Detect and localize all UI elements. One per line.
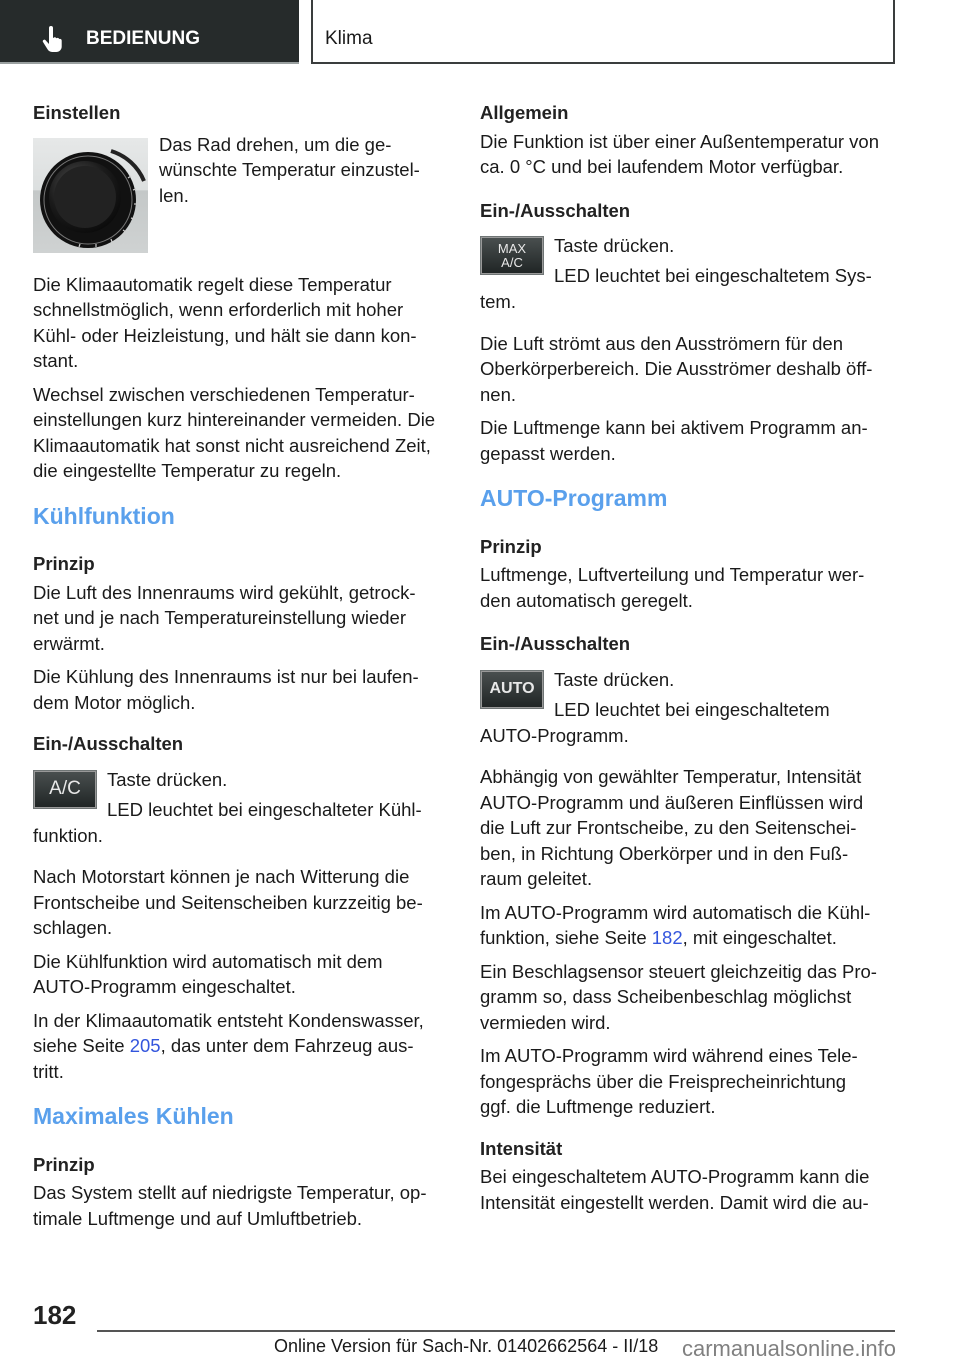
paragraph: In der Klimaautomatik entsteht Kondenswasser, siehe Seite 205, das unter dem Fahrzeug aus- tritt. <box>33 1009 424 1082</box>
chapter-header <box>311 0 895 64</box>
led-text-continued: funktion. <box>33 824 103 846</box>
heading-allgemein: Allgemein <box>480 102 569 123</box>
heading-prinzip: Prinzip <box>33 1153 95 1175</box>
heading-intensitaet: Intensität <box>480 1137 563 1159</box>
paragraph: Im AUTO-Programm wird automatisch die Kühl- funktion, siehe Seite 182, mit eingeschaltet. <box>480 901 871 948</box>
einstellen-line-2: wünschte Temperatur einzustel- <box>159 159 420 180</box>
heading-prinzip: Prinzip <box>33 553 95 574</box>
hand-pointer-icon <box>40 26 64 54</box>
press-text: Taste drücken. <box>554 668 675 690</box>
footer-divider <box>97 1330 895 1332</box>
paragraph: Die Klimaautomatik regelt diese Temperatur schnellstmöglich, wenn erforderlich mit hoher Kühl- oder Heizleistung, und hält sie dann kon- stant. <box>33 273 417 371</box>
led-text: LED leuchtet bei eingeschaltetem <box>554 698 830 720</box>
section-title-auto-programm: AUTO-Programm <box>480 485 668 511</box>
led-text: LED leuchtet bei eingeschaltetem Sys- <box>554 265 872 286</box>
einstellen-line-1: Das Rad drehen, um die ge- <box>159 133 392 155</box>
heading-ein-ausschalten: Ein-/Ausschalten <box>33 733 184 754</box>
einstellen-line-3: len. <box>159 184 189 206</box>
auto-button-image: AUTO <box>480 670 544 709</box>
paragraph: Die Luft strömt aus den Ausströmern für den Oberkörperbereich. Die Ausströmer deshalb öff- nen. <box>480 332 873 405</box>
paragraph: Abhängig von gewählter Temperatur, Intensität AUTO-Programm und äußeren Einflüssen wird die Luft zur Frontscheibe, zu den Seitenschei- ben, in Richtung Oberkörper und in den Fuß- raum geleitet. <box>480 766 864 889</box>
page-link-182[interactable]: 182 <box>651 927 683 948</box>
heading-ein-ausschalten: Ein-/Ausschalten <box>480 199 631 221</box>
paragraph: Luftmenge, Luftverteilung und Temperatur wer- den automatisch geregelt. <box>480 564 865 611</box>
section-tab-bedienung <box>0 0 299 64</box>
paragraph: Wechsel zwischen verschiedenen Temperatur- einstellungen kurz hintereinander vermeiden. Die Klimaautomatik hat sonst nicht ausreichend Zeit, die eingestellte Temperatur zu regeln. <box>33 383 436 481</box>
paragraph: Das System stellt auf niedrigste Temperatur, op- timale Luftmenge und auf Umluftbetrieb. <box>33 1182 427 1229</box>
led-text-continued: AUTO-Programm. <box>480 724 629 746</box>
section-title-kuehlfunktion: Kühlfunktion <box>33 502 175 529</box>
press-text: Taste drücken. <box>107 768 228 790</box>
max-ac-button-image: MAX A/C <box>480 236 544 275</box>
watermark: carmanualsonline.info <box>682 1336 897 1361</box>
left-column <box>33 100 453 1239</box>
led-text-continued: tem. <box>480 291 516 312</box>
paragraph: Die Kühlfunktion wird automatisch mit dem AUTO-Programm eingeschaltet. <box>33 950 383 997</box>
paragraph: Die Kühlung des Innenraums ist nur bei laufen- dem Motor möglich. <box>33 666 419 713</box>
heading-einstellen: Einstellen <box>33 102 121 123</box>
paragraph: Die Luft des Innenraums wird gekühlt, getrock- net und je nach Temperatureinstellung wieder erwärmt. <box>33 581 416 654</box>
heading-prinzip: Prinzip <box>480 535 542 557</box>
paragraph: Bei eingeschaltetem AUTO-Programm kann die Intensität eingestellt werden. Damit wird die au- <box>480 1166 870 1213</box>
right-column <box>480 100 900 1223</box>
paragraph: Die Funktion ist über einer Außentemperatur von ca. 0 °C und bei laufendem Motor verfügbar. <box>480 130 879 177</box>
paragraph: Im AUTO-Programm wird während eines Tele- fongesprächs über die Freisprecheinrichtung ggf. die Luftmenge reduziert. <box>480 1045 858 1117</box>
page-link-205[interactable]: 205 <box>129 1035 161 1056</box>
online-version-text: Online Version für Sach-Nr. 01402662564 - II/18 <box>274 1336 659 1356</box>
section-label: BEDIENUNG <box>86 28 201 49</box>
ac-button-image: A/C <box>33 770 97 809</box>
temperature-dial-icon <box>33 138 148 253</box>
paragraph: Die Luftmenge kann bei aktivem Programm an- gepasst werden. <box>480 417 868 464</box>
paragraph: Ein Beschlagsensor steuert gleichzeitig das Pro- gramm so, dass Scheibenbeschlag möglichst vermieden wird. <box>480 960 877 1033</box>
heading-ein-ausschalten: Ein-/Ausschalten <box>480 633 631 654</box>
led-text: LED leuchtet bei eingeschalteter Kühl- <box>107 798 422 820</box>
page-number: 182 <box>33 1300 77 1330</box>
press-text: Taste drücken. <box>554 235 675 256</box>
section-title-maximales-kuehlen: Maximales Kühlen <box>33 1103 234 1129</box>
paragraph: Nach Motorstart können je nach Witterung die Frontscheibe und Seitenscheiben kurzzeitig be- schlagen. <box>33 866 423 938</box>
chapter-label: Klima <box>325 28 373 49</box>
